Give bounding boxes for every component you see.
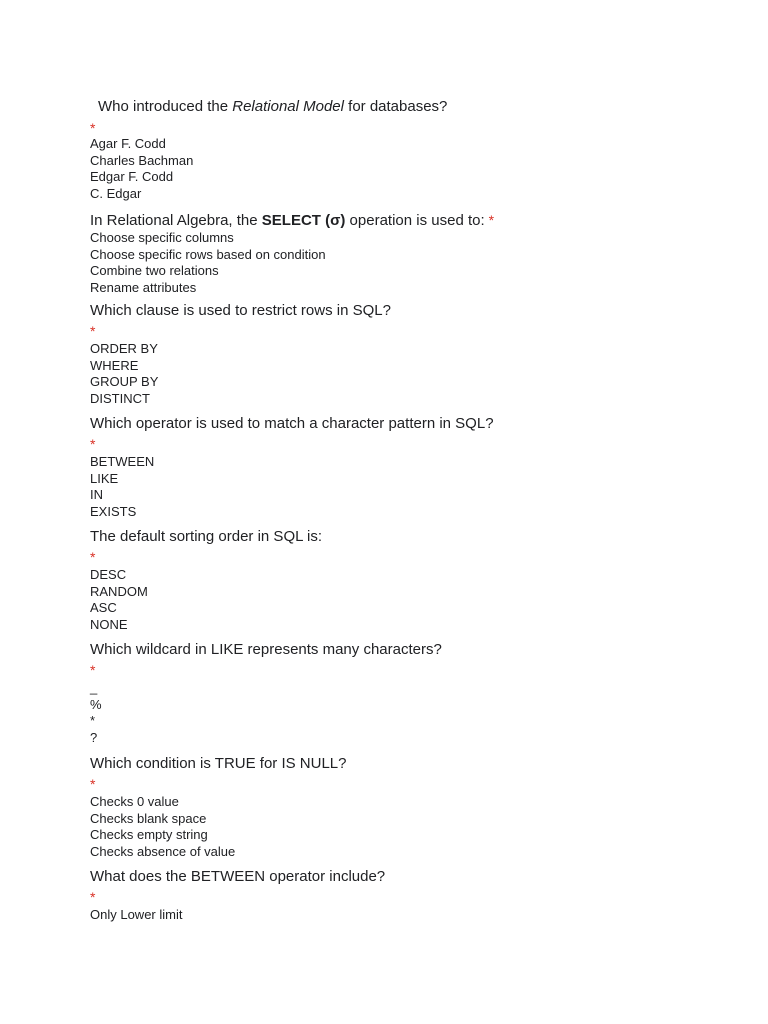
option-label[interactable]: Edgar F. Codd xyxy=(90,169,174,185)
option-label[interactable]: DESC xyxy=(90,567,127,582)
option-label[interactable]: ? xyxy=(90,729,98,745)
option-label[interactable]: Choose specific rows based on condition xyxy=(90,246,326,262)
option-label[interactable]: IN xyxy=(90,487,103,503)
option-label[interactable]: RANDOM xyxy=(90,583,148,599)
question-title: Which wildcard in LIKE represents many characters? xyxy=(90,641,442,658)
option-label[interactable]: Combine two relations xyxy=(90,263,219,279)
required-asterisk: * xyxy=(90,776,96,792)
question-4 xyxy=(90,414,710,520)
required-asterisk: * xyxy=(90,889,96,905)
option-label[interactable]: BETWEEN xyxy=(90,454,155,469)
question-1 xyxy=(98,97,718,117)
option-label[interactable]: % xyxy=(90,696,102,712)
required-asterisk: * xyxy=(90,436,96,452)
question-6 xyxy=(90,640,710,746)
option-label[interactable]: EXISTS xyxy=(90,503,137,519)
option-label[interactable]: Checks blank space xyxy=(90,810,207,826)
option-label[interactable]: Checks empty string xyxy=(90,827,208,843)
question-3 xyxy=(90,301,710,407)
option-label[interactable]: Choose specific columns xyxy=(90,230,234,245)
option-label[interactable]: GROUP BY xyxy=(90,374,159,390)
option-label[interactable]: * xyxy=(90,713,96,729)
option-label[interactable]: Agar F. Codd xyxy=(90,136,166,151)
question-title: What does the BETWEEN operator include? xyxy=(90,868,386,885)
required-asterisk: * xyxy=(488,212,495,228)
option-label[interactable]: LIKE xyxy=(90,470,119,486)
question-1-body xyxy=(90,118,710,202)
required-asterisk: * xyxy=(90,549,96,565)
option-label[interactable]: NONE xyxy=(90,616,128,632)
option-label[interactable]: DISTINCT xyxy=(90,390,150,406)
question-title: In Relational Algebra, the SELECT (σ) operation is used to: * xyxy=(90,212,495,229)
question-title: Which clause is used to restrict rows in SQL? xyxy=(90,302,391,319)
option-label[interactable]: Charles Bachman xyxy=(90,152,194,168)
required-asterisk: * xyxy=(90,120,96,136)
option-label[interactable]: Checks absence of value xyxy=(90,843,236,859)
question-title: Which operator is used to match a character pattern in SQL? xyxy=(90,415,494,432)
option-label[interactable]: Rename attributes xyxy=(90,279,197,295)
question-title: Which condition is TRUE for IS NULL? xyxy=(90,755,347,772)
question-5 xyxy=(90,527,710,633)
required-asterisk: * xyxy=(90,323,96,339)
question-title: The default sorting order in SQL is: xyxy=(90,528,323,545)
option-label[interactable]: Checks 0 value xyxy=(90,794,179,809)
question-7 xyxy=(90,754,710,860)
option-label[interactable]: ASC xyxy=(90,600,117,616)
question-title: Who introduced the Relational Model for databases? xyxy=(98,98,448,115)
option-label[interactable]: C. Edgar xyxy=(90,185,142,201)
question-2 xyxy=(90,210,710,296)
option-label[interactable]: WHERE xyxy=(90,357,139,373)
question-8 xyxy=(90,867,710,924)
required-asterisk: * xyxy=(90,662,96,678)
option-label[interactable]: ORDER BY xyxy=(90,341,158,356)
option-label[interactable]: Only Lower limit xyxy=(90,907,183,922)
option-label[interactable]: _ xyxy=(90,680,98,695)
